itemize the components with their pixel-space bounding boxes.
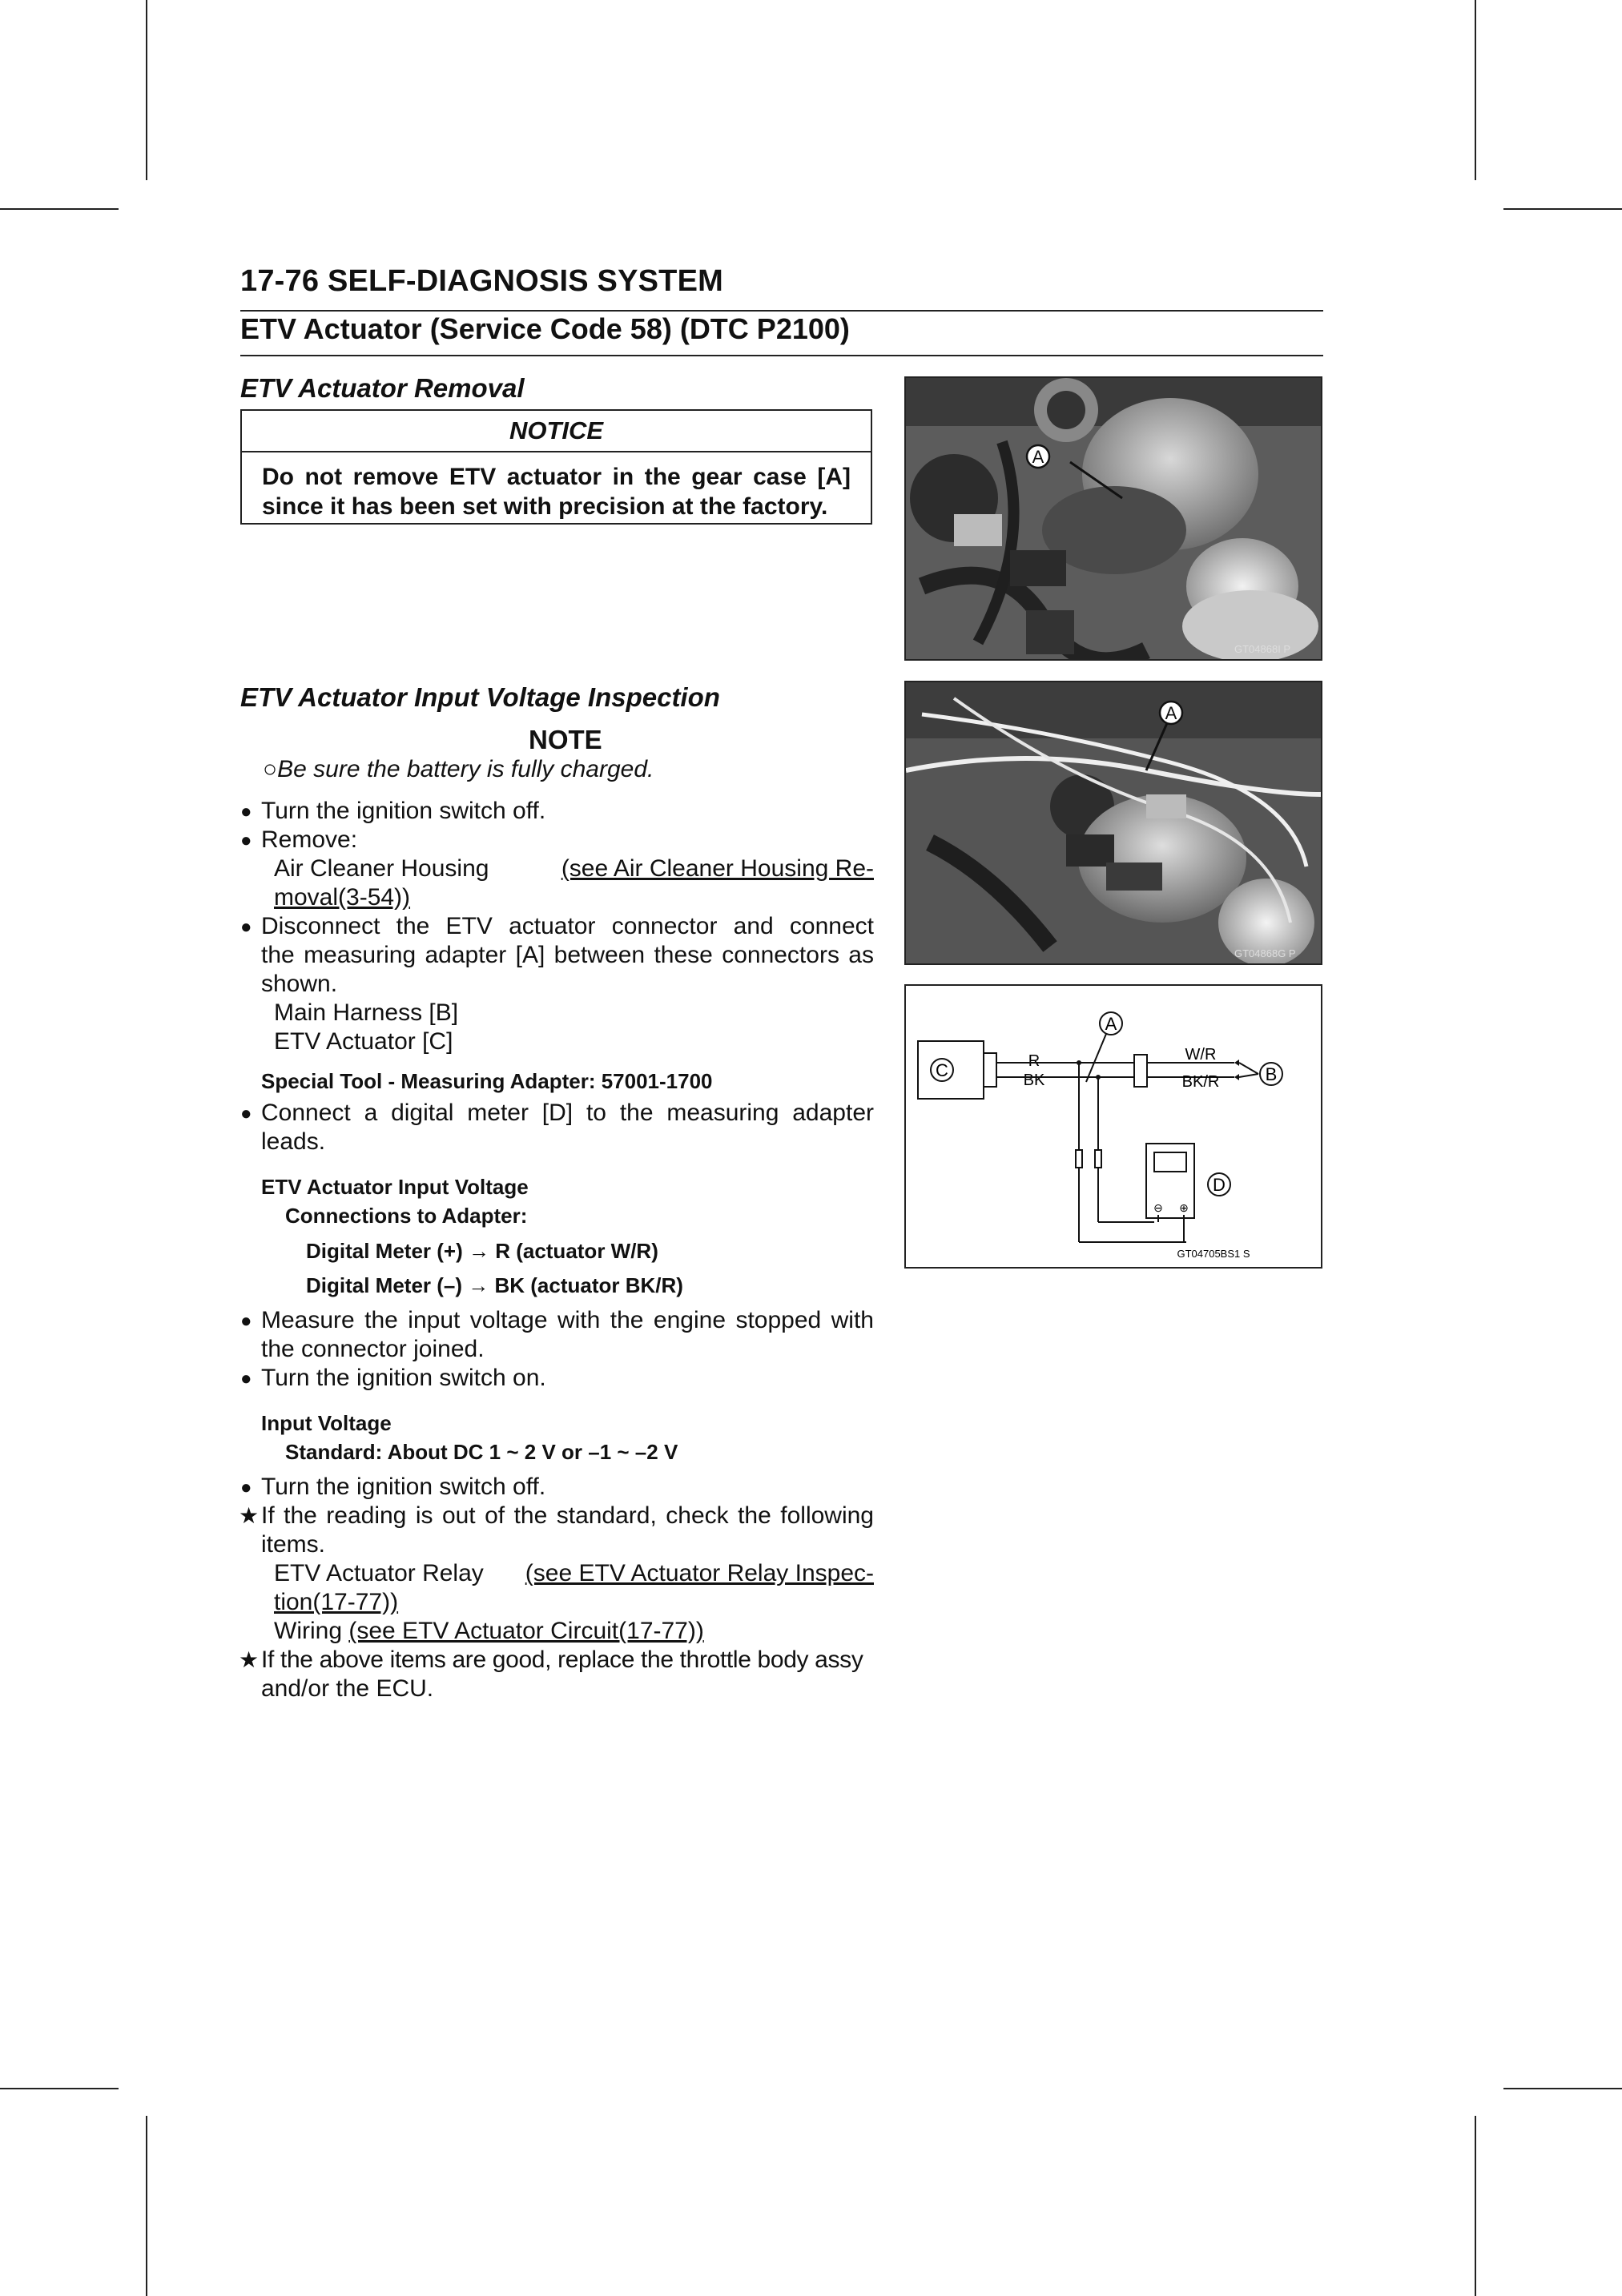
note-text-row — [263, 755, 654, 784]
wire-label-bk: BK — [1023, 1072, 1045, 1089]
circle-icon: ○ — [263, 756, 278, 782]
page-title: 17-76 SELF-DIAGNOSIS SYSTEM — [240, 264, 723, 298]
note-title: NOTE — [529, 725, 602, 754]
wiring-link[interactable]: (see ETV Actuator Circuit(17-77)) — [348, 1618, 704, 1644]
step-item: ETV Actuator [C] — [274, 1028, 453, 1055]
spec-connection: Digital Meter (+) → R (actuator W/R) — [306, 1239, 658, 1263]
relay-link[interactable]: (see ETV Actuator Relay Inspec- — [525, 1560, 874, 1586]
photo-code: GT04868G P — [1234, 947, 1296, 959]
meter-minus: ⊖ — [1153, 1201, 1163, 1214]
header-divider — [240, 310, 1323, 312]
section-divider — [240, 355, 1323, 356]
step-text: Turn the ignition switch on. — [261, 1365, 546, 1391]
spec-sub: Connections to Adapter: — [285, 1204, 528, 1228]
step-text: Connect a digital meter [D] to the measuring adapter — [261, 1100, 874, 1126]
wire-label-r: R — [1028, 1052, 1040, 1070]
adapter-connection-photo-illustration — [906, 682, 1321, 963]
adapter-connection-photo — [904, 681, 1322, 965]
crop-mark — [1475, 2116, 1476, 2296]
crop-mark — [146, 0, 147, 180]
wiring-item-line — [274, 1617, 704, 1646]
crop-mark — [1503, 208, 1622, 210]
step-text: Remove: — [261, 826, 358, 853]
wiring-item: Wiring — [274, 1618, 343, 1644]
gear-case-photo — [904, 376, 1322, 661]
star-icon: ★ — [239, 1503, 260, 1528]
step-text: If the reading is out of the standard, check the following — [261, 1502, 874, 1529]
inspection-heading: ETV Actuator Input Voltage Inspection — [240, 682, 720, 712]
diagram-label-d: D — [1213, 1175, 1226, 1195]
step-text: If the above items are good, replace the throttle body assy — [261, 1647, 863, 1673]
meter-plus: ⊕ — [1179, 1201, 1189, 1214]
photo-label-a: A — [1032, 447, 1044, 467]
step-text: Turn the ignition switch off. — [261, 1474, 546, 1500]
gear-case-photo-illustration — [906, 378, 1321, 659]
photo-label-a: A — [1165, 703, 1177, 723]
bullet-icon: ● — [240, 830, 252, 851]
bullet-icon: ● — [240, 1368, 252, 1389]
notice-line: Do not remove ETV actuator in the gear case [A] — [262, 464, 851, 490]
input-voltage-title: Input Voltage — [261, 1411, 392, 1435]
step-text: shown. — [261, 971, 338, 997]
relay-item: ETV Actuator Relay — [274, 1560, 484, 1586]
spec-connection: Digital Meter (–) → BK (actuator BK/R) — [306, 1273, 683, 1297]
bullet-icon: ● — [240, 801, 252, 822]
bullet-icon: ● — [240, 1103, 252, 1124]
notice-title: NOTICE — [242, 411, 871, 452]
crop-mark — [1503, 2088, 1622, 2089]
wire-label-bkr: BK/R — [1181, 1073, 1220, 1091]
diagram-label-b: B — [1265, 1064, 1278, 1084]
step-text: Turn the ignition switch off. — [261, 798, 546, 824]
step-text: Disconnect the ETV actuator connector and connect — [261, 913, 874, 939]
diagram-label-c: C — [936, 1060, 948, 1080]
special-tool: Special Tool - Measuring Adapter: 57001-1700 — [261, 1069, 713, 1093]
step-text: and/or the ECU. — [261, 1675, 434, 1702]
note-text: Be sure the battery is fully charged. — [277, 756, 654, 782]
removal-heading: ETV Actuator Removal — [240, 373, 525, 403]
step-item: Main Harness [B] — [274, 999, 459, 1026]
star-icon: ★ — [239, 1647, 260, 1672]
diagram-label-a: A — [1105, 1014, 1117, 1034]
crop-mark — [146, 2116, 147, 2296]
diagram-code: GT04705BS1 S — [1177, 1248, 1250, 1260]
wire-label-wr: W/R — [1185, 1046, 1217, 1064]
step-text: the connector joined. — [261, 1336, 485, 1362]
step-text: Measure the input voltage with the engine stopped with — [261, 1307, 874, 1333]
wiring-diagram — [904, 984, 1322, 1269]
crop-mark — [0, 208, 119, 210]
step-text: the measuring adapter [A] between these connectors as — [261, 942, 874, 968]
bullet-icon: ● — [240, 916, 252, 938]
bullet-icon: ● — [240, 1477, 252, 1498]
remove-item-line — [274, 854, 874, 883]
photo-code: GT04868I P — [1234, 643, 1291, 655]
step-text: leads. — [261, 1128, 326, 1155]
notice-box — [240, 409, 872, 525]
relay-link-cont[interactable]: tion(17-77)) — [274, 1589, 399, 1615]
wiring-diagram-svg — [906, 986, 1321, 1267]
section-title: ETV Actuator (Service Code 58) (DTC P2100) — [240, 312, 850, 345]
crop-mark — [0, 2088, 119, 2089]
crop-mark — [1475, 0, 1476, 180]
notice-line: since it has been set with precision at the factory. — [262, 493, 828, 520]
relay-item-line — [274, 1559, 874, 1588]
remove-item: Air Cleaner Housing — [274, 855, 489, 882]
air-cleaner-link-cont[interactable]: moval(3-54)) — [274, 884, 411, 911]
bullet-icon: ● — [240, 1310, 252, 1332]
spec-title: ETV Actuator Input Voltage — [261, 1175, 529, 1199]
step-text: items. — [261, 1531, 326, 1558]
input-voltage-standard: Standard: About DC 1 ~ 2 V or –1 ~ –2 V — [285, 1440, 678, 1464]
air-cleaner-link[interactable]: (see Air Cleaner Housing Re- — [561, 855, 874, 882]
